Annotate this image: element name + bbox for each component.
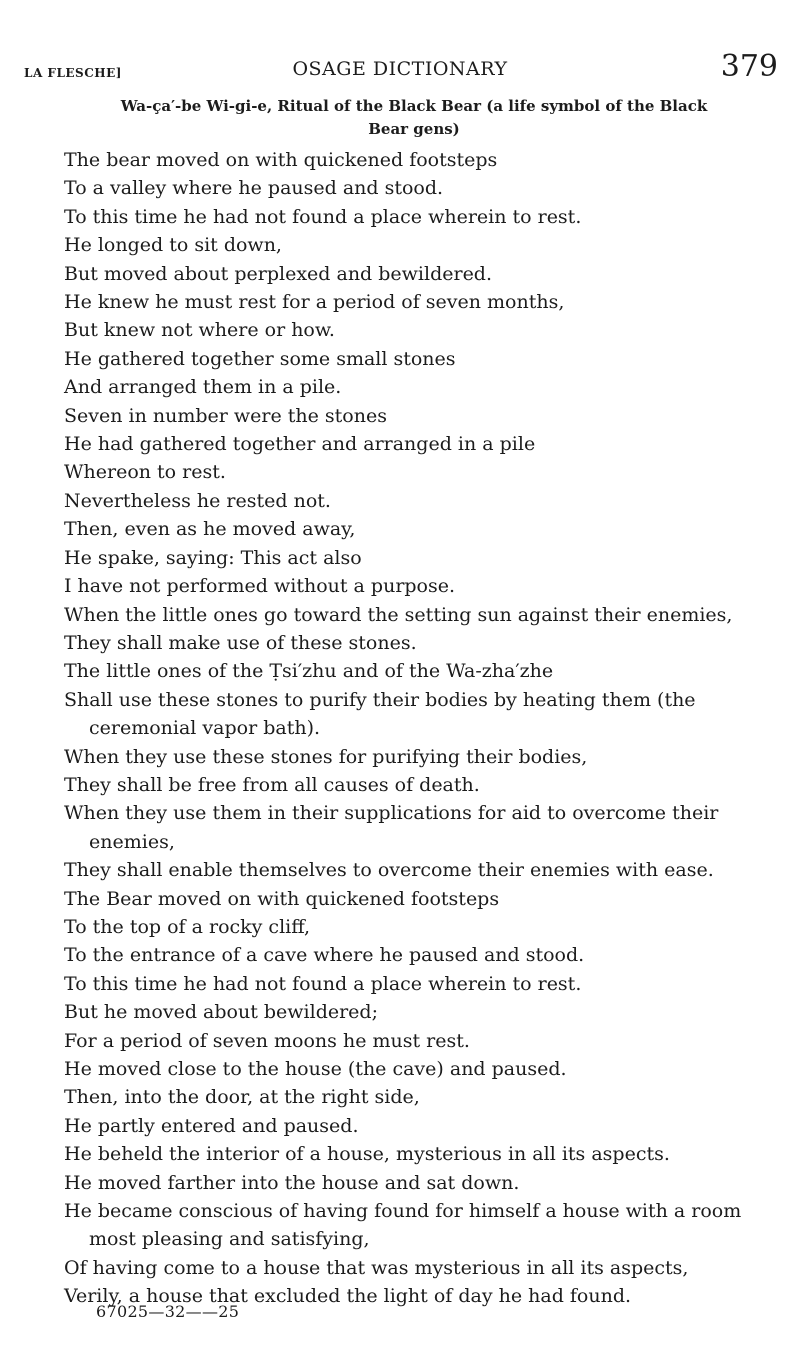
text-line: To the top of a rocky cliff, [64,915,311,938]
running-title: OSAGE DICTIONARY [292,58,508,80]
text-line-continuation: ceremonial vapor bath). [89,717,321,740]
text-line: He longed to sit down, [64,234,282,257]
text-line: Seven in number were the stones [64,404,387,427]
text-line: When the little ones go toward the setting sun against their enemies, [64,603,733,626]
text-line: He partly entered and paused. [64,1114,359,1137]
text-line: Then, into the door, at the right side, [64,1086,420,1109]
text-line: But knew not where or how. [64,319,335,342]
running-author: LA FLESCHE] [24,66,122,80]
text-line: Verily, a house that excluded the light of day he had found. [64,1285,632,1308]
text-line: And arranged them in a pile. [64,376,342,399]
text-line: The bear moved on with quickened footsteps [64,149,498,171]
text-line: When they use them in their supplications for aid to overcome their [64,802,719,825]
section-title-line-2: Bear gens) [368,120,460,138]
text-line: He moved farther into the house and sat down. [64,1171,520,1194]
text-line: He gathered together some small stones [64,347,456,370]
text-line: He had gathered together and arranged in a pile [64,433,536,456]
section-title [64,95,764,141]
text-line: They shall enable themselves to overcome their enemies with ease. [64,859,714,882]
page-header [0,0,800,110]
text-line: For a period of seven moons he must rest. [64,1029,470,1052]
text-line: He moved close to the house (the cave) and paused. [64,1058,567,1080]
text-line: He spake, saying: This act also [64,546,362,569]
ritual-text [64,146,788,1311]
text-line-continuation: enemies, [89,830,175,853]
text-line: Nevertheless he rested not. [64,489,331,512]
text-line: They shall be free from all causes of death. [64,773,480,796]
text-line: To this time he had not found a place wherein to rest. [64,972,582,995]
text-line: But he moved about bewildered; [64,1001,378,1024]
text-line: To the entrance of a cave where he paused and stood. [64,944,585,967]
text-line: They shall make use of these stones. [64,631,417,654]
text-line: Then, even as he moved away, [64,518,356,541]
text-line-continuation: most pleasing and satisfying, [89,1228,370,1251]
section-title-line-1: Wa-ça′-be Wi-gi-e, Ritual of the Black Bear (a life symbol of the Black [120,97,708,115]
text-line: I have not performed without a purpose. [64,575,456,598]
text-line: He beheld the interior of a house, mysterious in all its aspects. [64,1143,670,1166]
text-line: He knew he must rest for a period of seven months, [64,291,565,314]
printer-signature: 67025—32——25 [96,1302,240,1321]
text-line: Whereon to rest. [64,461,226,484]
text-line: Shall use these stones to purify their bodies by heating them (the [64,688,696,711]
text-line: To a valley where he paused and stood. [64,177,444,200]
text-line: To this time he had not found a place wherein to rest. [64,205,582,228]
text-line: Of having come to a house that was mysterious in all its aspects, [64,1256,689,1279]
text-line: When they use these stones for purifying their bodies, [64,745,588,768]
text-line: The little ones of the Ṭsi′zhu and of the Wa-zha′zhe [64,660,554,683]
text-line: He became conscious of having found for himself a house with a room [64,1200,742,1223]
page-number: 379 [720,49,778,84]
text-line: But moved about perplexed and bewildered. [64,262,493,285]
text-line: The Bear moved on with quickened footsteps [64,887,500,910]
